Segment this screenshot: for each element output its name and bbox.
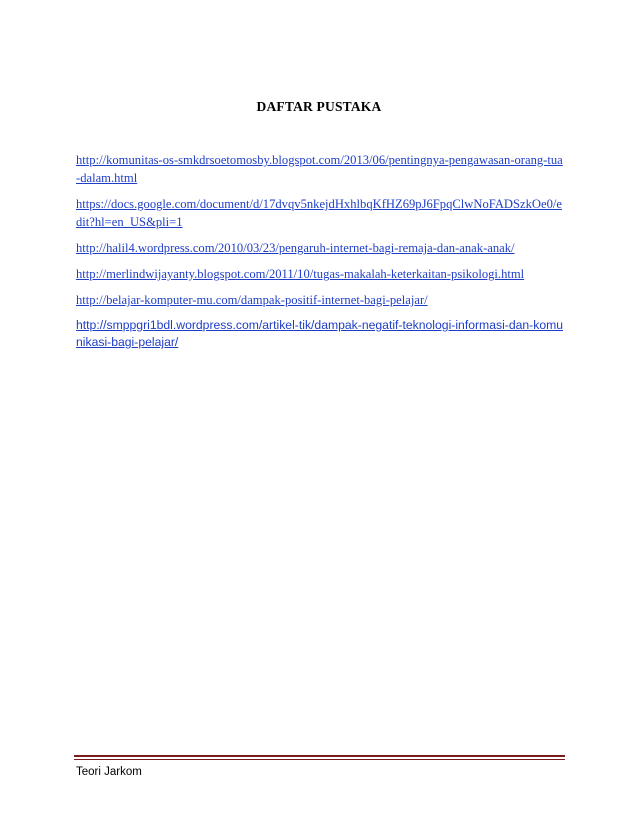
page-title: DAFTAR PUSTAKA — [256, 99, 382, 114]
reference-link[interactable]: http://belajar-komputer-mu.com/dampak-positif-internet-bagi-pelajar/ — [76, 293, 428, 307]
reference-link[interactable]: http://merlindwijayanty.blogspot.com/2011/10/tugas-makalah-keterkaitan-psikologi.html — [76, 267, 525, 281]
reference-link[interactable]: http://smppgri1bdl.wordpress.com/artikel-tik/dampak-negatif-teknologi-informasi-dan-komunikasi-bagi-pelajar/ — [76, 318, 564, 349]
reference-list — [76, 151, 566, 359]
reference-link[interactable]: http://komunitas-os-smkdrsoetomosby.blogspot.com/2013/06/pentingnya-pengawasan-orang-tua-dalam.html — [76, 153, 563, 185]
footer-text: Teori Jarkom — [76, 766, 142, 778]
reference-link[interactable]: https://docs.google.com/document/d/17dvqv5nkejdHxhlbqKfHZ69pJ6FpqClwNoFADSzkOe0/edit?hl=en_US&pli=1 — [76, 197, 562, 229]
footer-divider — [74, 755, 565, 757]
footer-divider — [74, 759, 565, 760]
reference-link[interactable]: http://halil4.wordpress.com/2010/03/23/pengaruh-internet-bagi-remaja-dan-anak-anak/ — [76, 241, 515, 255]
